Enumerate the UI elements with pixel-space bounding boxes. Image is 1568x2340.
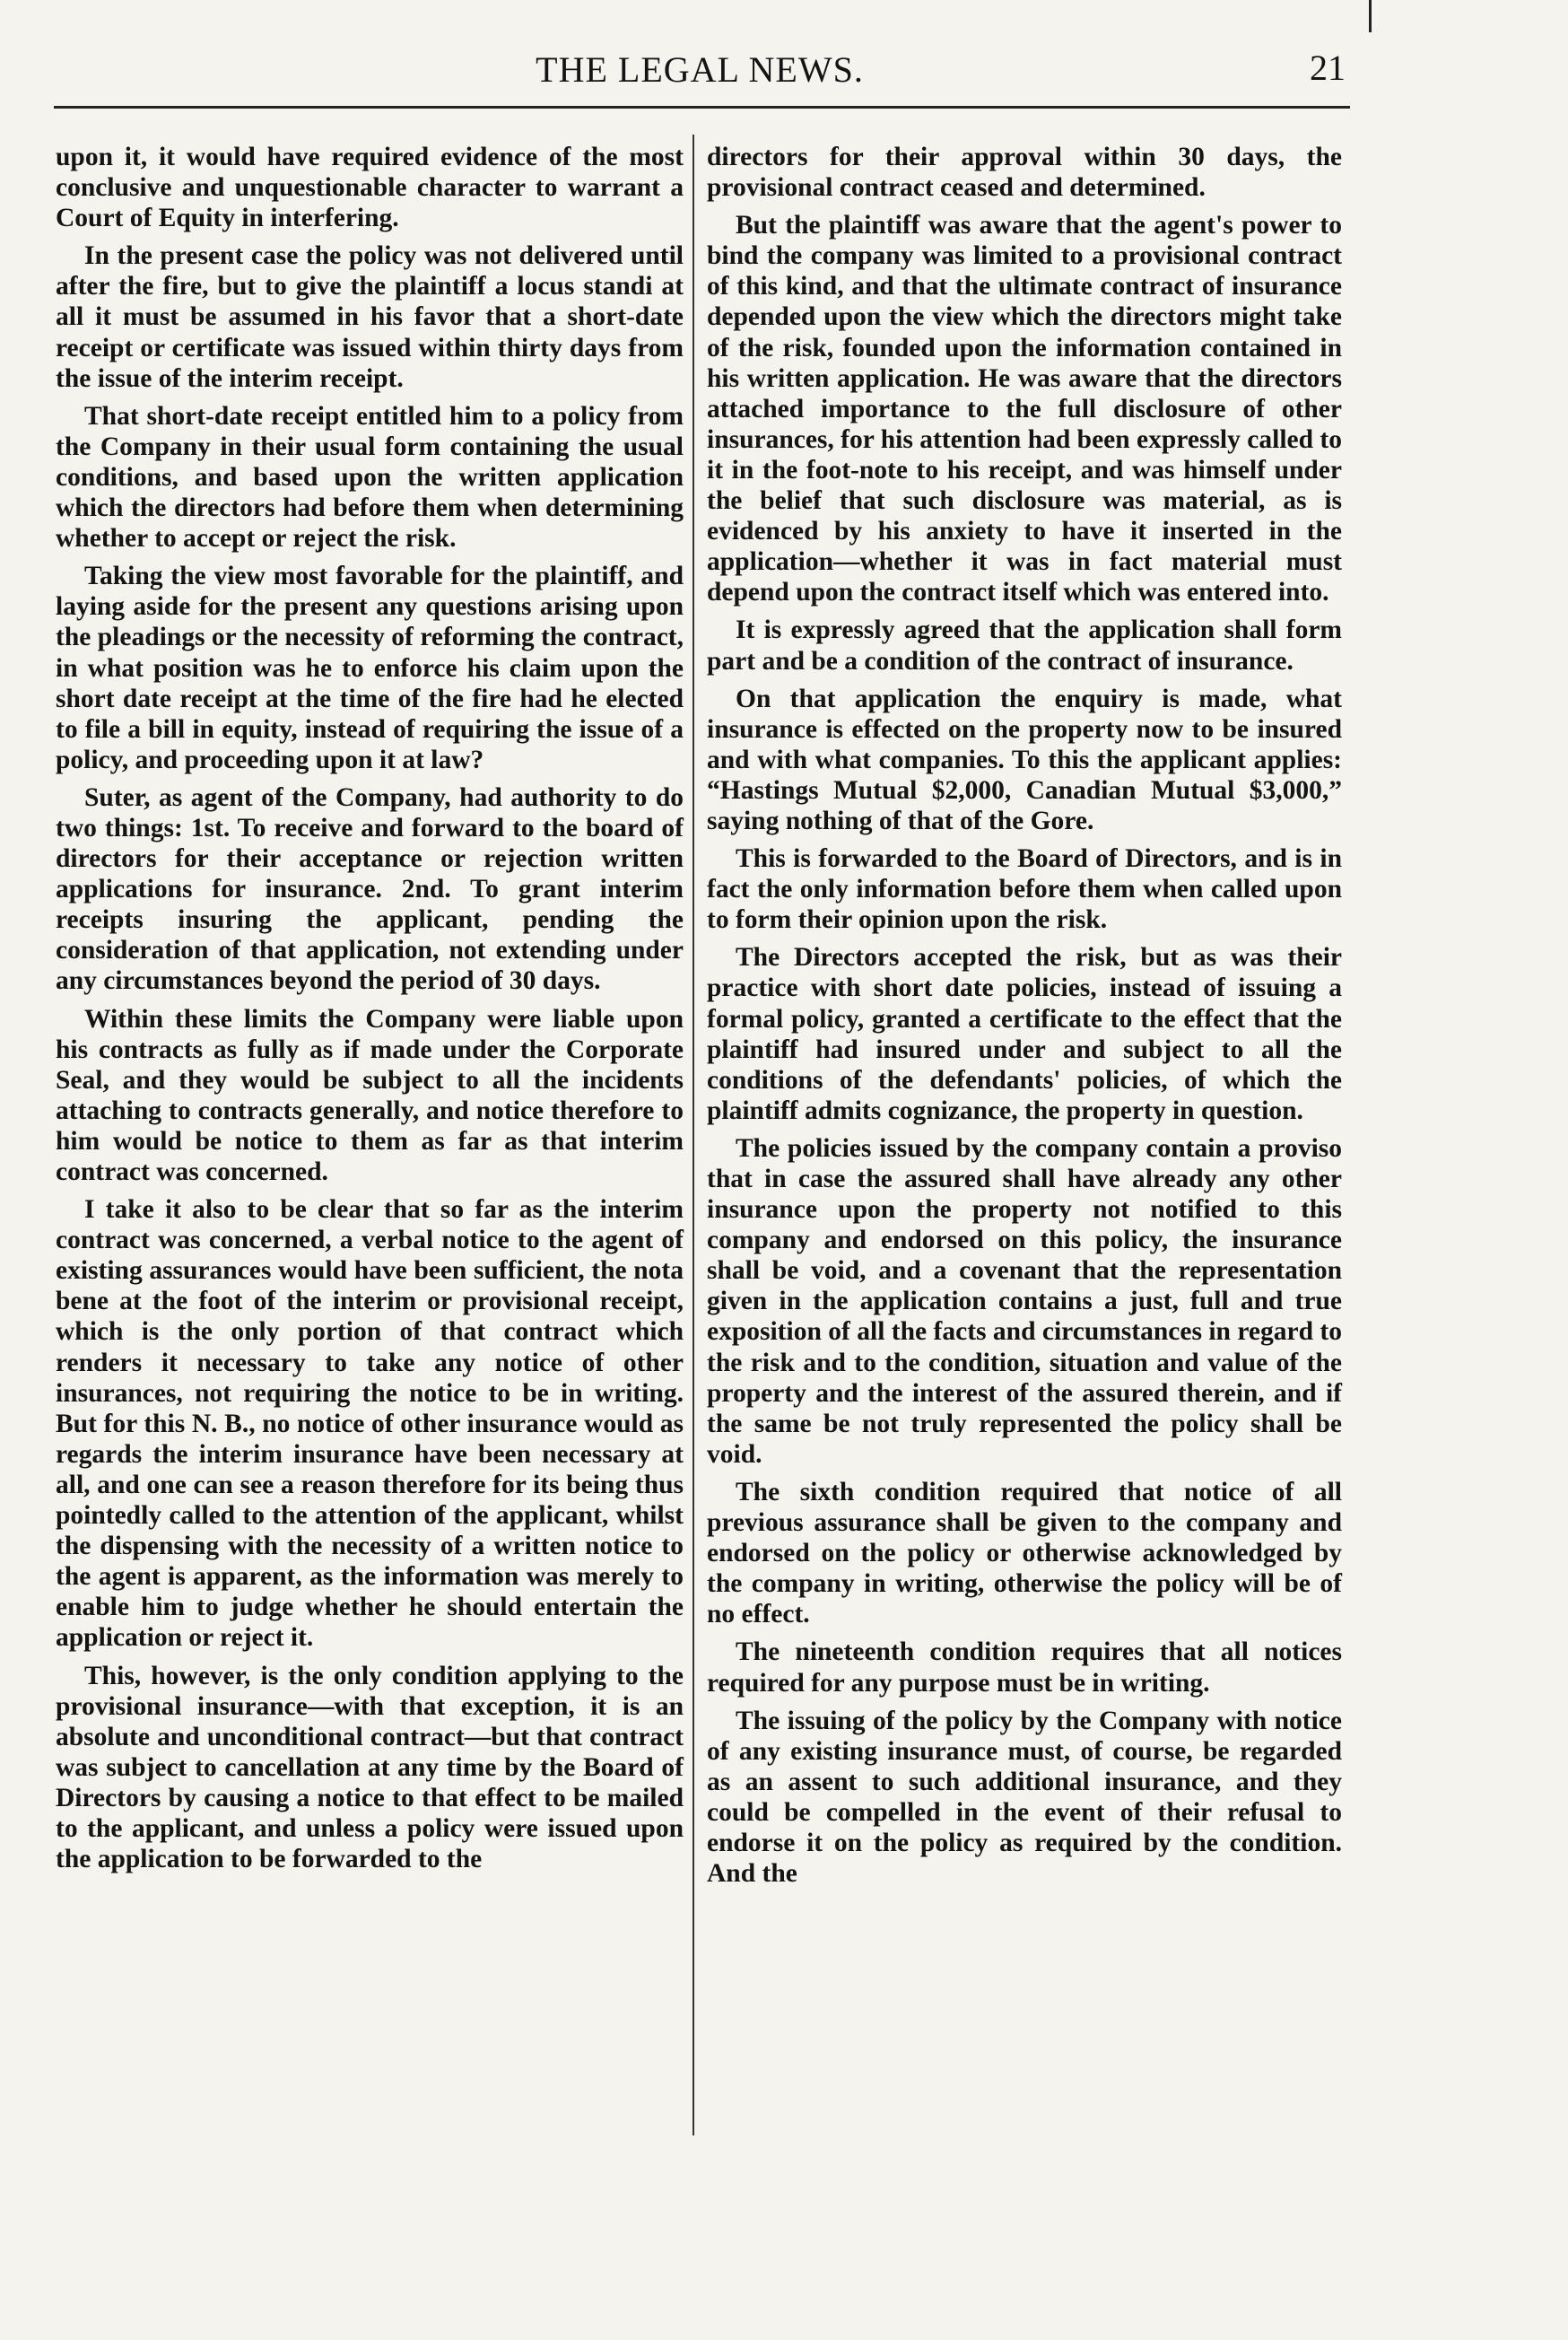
right-column	[707, 142, 1342, 1896]
header-rule	[54, 106, 1350, 109]
paragraph: upon it, it would have required evidence of the most conclusive and unquestionable character to warrant a Court of Equity in interfering.	[56, 143, 684, 233]
paragraph: On that application the enquiry is made, what insurance is effected on the property now to be insured and with what companies. To this the applicant applies: “Hastings Mutual $2,000, Canadian Mutual $3,000,” saying nothing of that of the Gore.	[707, 684, 1342, 835]
left-column	[56, 142, 684, 1882]
paragraph: Taking the view most favorable for the plaintiff, and laying aside for the present any questions arising upon the pleadings or the necessity of reforming the contract, in what position was he to enforce his claim upon the short date receipt at the time of the fire had he elected to file a bill in equity, instead of requiring the issue of a policy, and proceeding upon it at law?	[56, 562, 684, 774]
paragraph: It is expressly agreed that the application shall form part and be a condition of the contract of insurance.	[707, 616, 1342, 676]
running-head	[54, 43, 1346, 97]
paragraph: The nineteenth condition requires that all notices required for any purpose must be in writing.	[707, 1637, 1342, 1698]
paragraph: The policies issued by the company contain a proviso that in case the assured shall have already any other insurance upon the property not notified to this company and endorsed on this policy, the insurance shall be void, and a covenant that the representation given in the application contains a just, full and true exposition of all the facts and circumstances in regard to the risk and to the condition, situation and value of the property and the interest of the assured therein, and if the same be not truly represented the policy shall be void.	[707, 1133, 1342, 1469]
paragraph: The sixth condition required that notice of all previous assurance shall be given to the company and endorsed on the policy or otherwise acknowledged by the company in writing, otherwise the policy will be of no effect.	[707, 1477, 1342, 1629]
paragraph: directors for their approval within 30 days, the provisional contract ceased and determined.	[707, 143, 1342, 203]
paragraph: The issuing of the policy by the Company with notice of any existing insurance must, of course, be regarded as an assent to such additional insurance, and they could be compelled in the event of their refusal to endorse it on the policy as required by the condition. And the	[707, 1706, 1342, 1889]
paragraph: Within these limits the Company were liable upon his contracts as fully as if made under the Corporate Seal, and they would be subject to all the incidents attaching to contracts generally, and notice therefore to him would be notice to them as far as that interim contract was concerned.	[56, 1004, 684, 1186]
column-divider	[693, 135, 694, 2135]
scan-mark	[1369, 0, 1372, 32]
page-number: 21	[1310, 48, 1346, 88]
paragraph: But the plaintiff was aware that the agent's power to bind the company was limited to a provisional contract of this kind, and that the ultimate contract of insurance depended upon the view which the directors might take of the risk, founded upon the information contained in his written application. He was aware that the directors attached importance to the full disclosure of other insurances, for his attention had been expressly called to it in the foot-note to his receipt, and was himself under the belief that such disclosure was material, as is evidenced by his anxiety to have it inserted in the application—whether it was in fact material must depend upon the contract itself which was entered into.	[707, 211, 1342, 607]
paragraph: In the present case the policy was not delivered until after the fire, but to give the plaintiff a locus standi at all it must be assumed in his favor that a short-date receipt or certificate was issued within thirty days from the issue of the interim receipt.	[56, 241, 684, 393]
paragraph: Suter, as agent of the Company, had authority to do two things: 1st. To receive and forward to the board of directors for their acceptance or rejection written applications for insurance. 2nd. To grant interim receipts insuring the applicant, pending the consideration of that application, not extending under any circumstances beyond the period of 30 days.	[56, 782, 684, 996]
paragraph: I take it also to be clear that so far as the interim contract was concerned, a verbal notice to the agent of existing assurances would have been sufficient, the nota bene at the foot of the interim or provisional receipt, which is the only portion of that contract which renders it necessary to take any notice of other insurances, not requiring the notice to be in writing. But for this N. B., no notice of other insurance would as regards the interim insurance have been necessary at all, and one can see a reason therefore for its being thus pointedly called to the attention of the applicant, whilst the dispensing with the necessity of a written notice to the agent is apparent, as the information was merely to enable him to judge whether he should entertain the application or reject it.	[56, 1195, 684, 1653]
paragraph: That short-date receipt entitled him to a policy from the Company in their usual form containing the usual conditions, and based upon the written application which the directors had before them when determining whether to accept or reject the risk.	[56, 401, 684, 554]
paragraph: This, however, is the only condition applying to the provisional insurance—with that exception, it is an absolute and unconditional contract—but that contract was subject to cancellation at any time by the Board of Directors by causing a notice to that effect to be mailed to the applicant, and unless a policy were issued upon the application to be forwarded to the	[56, 1661, 684, 1874]
paragraph: The Directors accepted the risk, but as was their practice with short date policies, instead of issuing a formal policy, granted a certificate to the effect that the plaintiff had insured under and subject to all the conditions of the defendants' policies, of which the plaintiff admits cognizance, the property in question.	[707, 943, 1342, 1125]
running-title: THE LEGAL NEWS.	[536, 49, 864, 90]
paragraph: This is forwarded to the Board of Directors, and is in fact the only information before them when called upon to form their opinion upon the risk.	[707, 844, 1342, 935]
